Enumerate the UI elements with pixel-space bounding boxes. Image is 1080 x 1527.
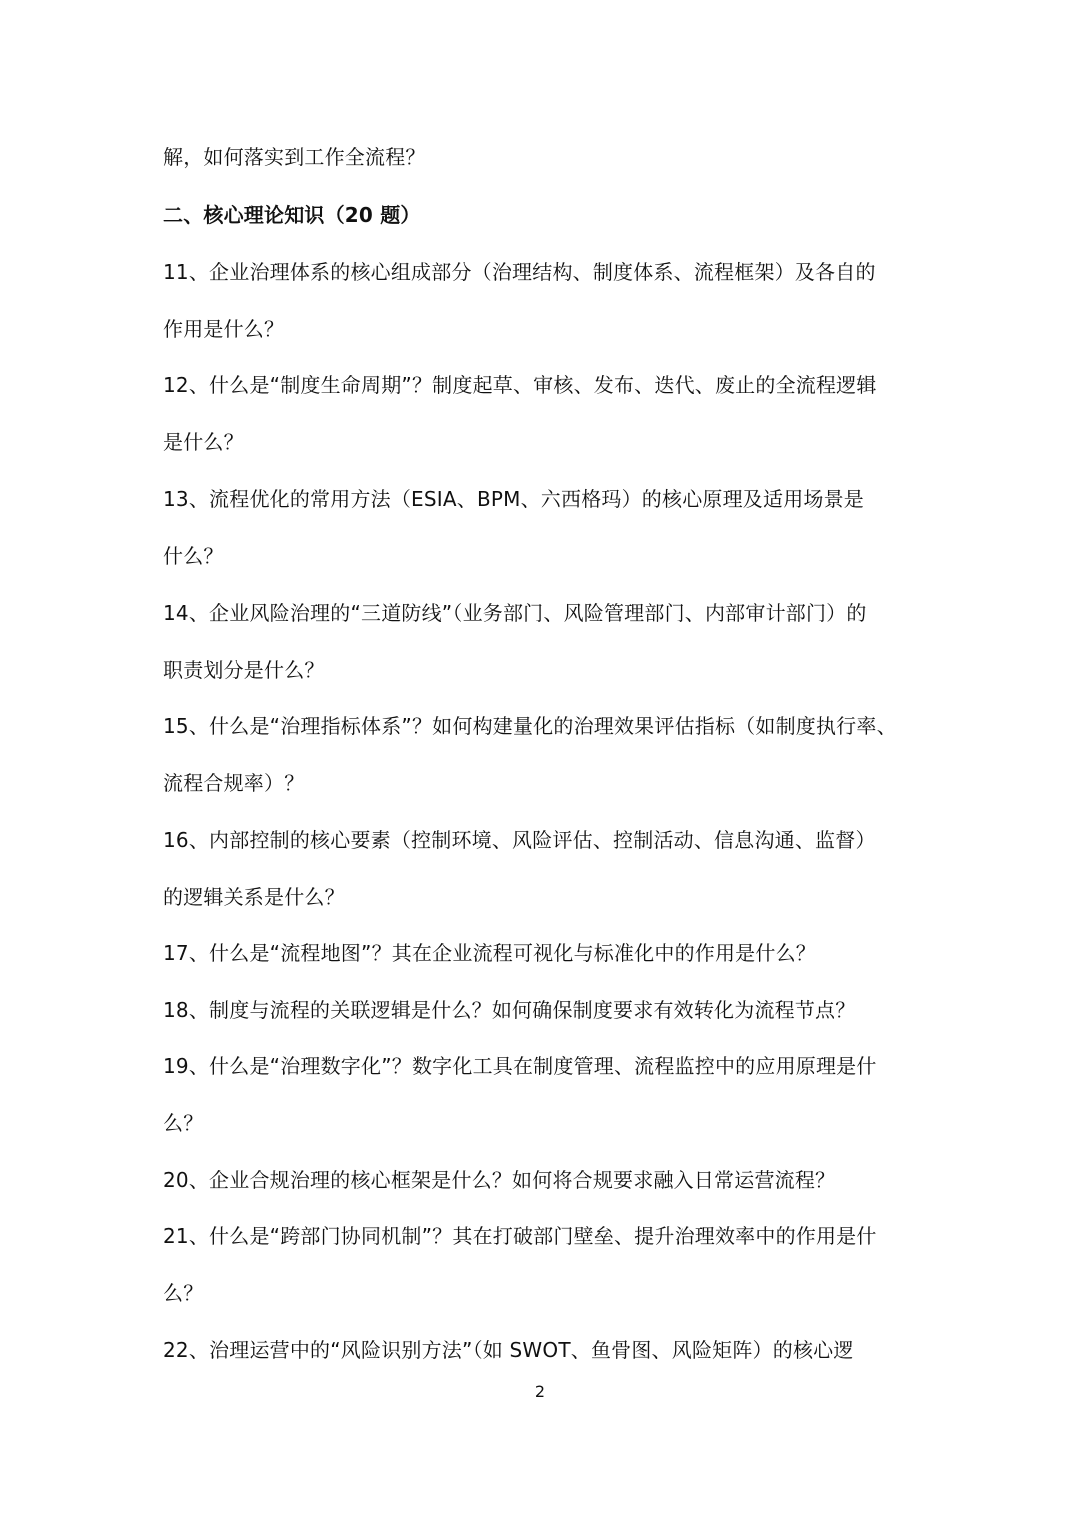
- continuation-line: 解，如何落实到工作全流程？: [163, 145, 426, 169]
- question-12-line-1: 12、什么是“制度生命周期”？制度起草、审核、发布、迭代、废止的全流程逻辑: [163, 373, 877, 397]
- question-22-line-1: 22、治理运营中的“风险识别方法”（如 SWOT、鱼骨图、风险矩阵）的核心逻: [163, 1338, 854, 1362]
- question-17: 17、什么是“流程地图”？其在企业流程可视化与标准化中的作用是什么？: [163, 941, 816, 965]
- question-13-line-2: 什么？: [163, 544, 224, 568]
- question-13-line-1: 13、流程优化的常用方法（ESIA、BPM、六西格玛）的核心原理及适用场景是: [163, 487, 864, 511]
- question-11-line-2: 作用是什么？: [163, 317, 285, 341]
- page-number: 2: [534, 1382, 546, 1401]
- question-14-line-1: 14、企业风险治理的“三道防线”（业务部门、风险管理部门、内部审计部门）的: [163, 601, 867, 625]
- question-14-line-2: 职责划分是什么？: [163, 658, 325, 682]
- section-heading: 二、核心理论知识（20 题）: [163, 203, 421, 227]
- question-15-line-1: 15、什么是“治理指标体系”？如何构建量化的治理效果评估指标（如制度执行率、: [163, 714, 897, 738]
- question-18: 18、制度与流程的关联逻辑是什么？如何确保制度要求有效转化为流程节点？: [163, 998, 856, 1022]
- question-19-line-2: 么？: [163, 1111, 204, 1135]
- question-16-line-2: 的逻辑关系是什么？: [163, 885, 345, 909]
- question-11-line-1: 11、企业治理体系的核心组成部分（治理结构、制度体系、流程框架）及各自的: [163, 260, 876, 284]
- question-15-line-2: 流程合规率）？: [163, 771, 305, 795]
- question-21-line-1: 21、什么是“跨部门协同机制”？其在打破部门壁垒、提升治理效率中的作用是什: [163, 1224, 877, 1248]
- question-16-line-1: 16、内部控制的核心要素（控制环境、风险评估、控制活动、信息沟通、监督）: [163, 828, 876, 852]
- question-20: 20、企业合规治理的核心框架是什么？如何将合规要求融入日常运营流程？: [163, 1168, 836, 1192]
- question-21-line-2: 么？: [163, 1281, 204, 1305]
- question-19-line-1: 19、什么是“治理数字化”？数字化工具在制度管理、流程监控中的应用原理是什: [163, 1054, 877, 1078]
- question-12-line-2: 是什么？: [163, 430, 244, 454]
